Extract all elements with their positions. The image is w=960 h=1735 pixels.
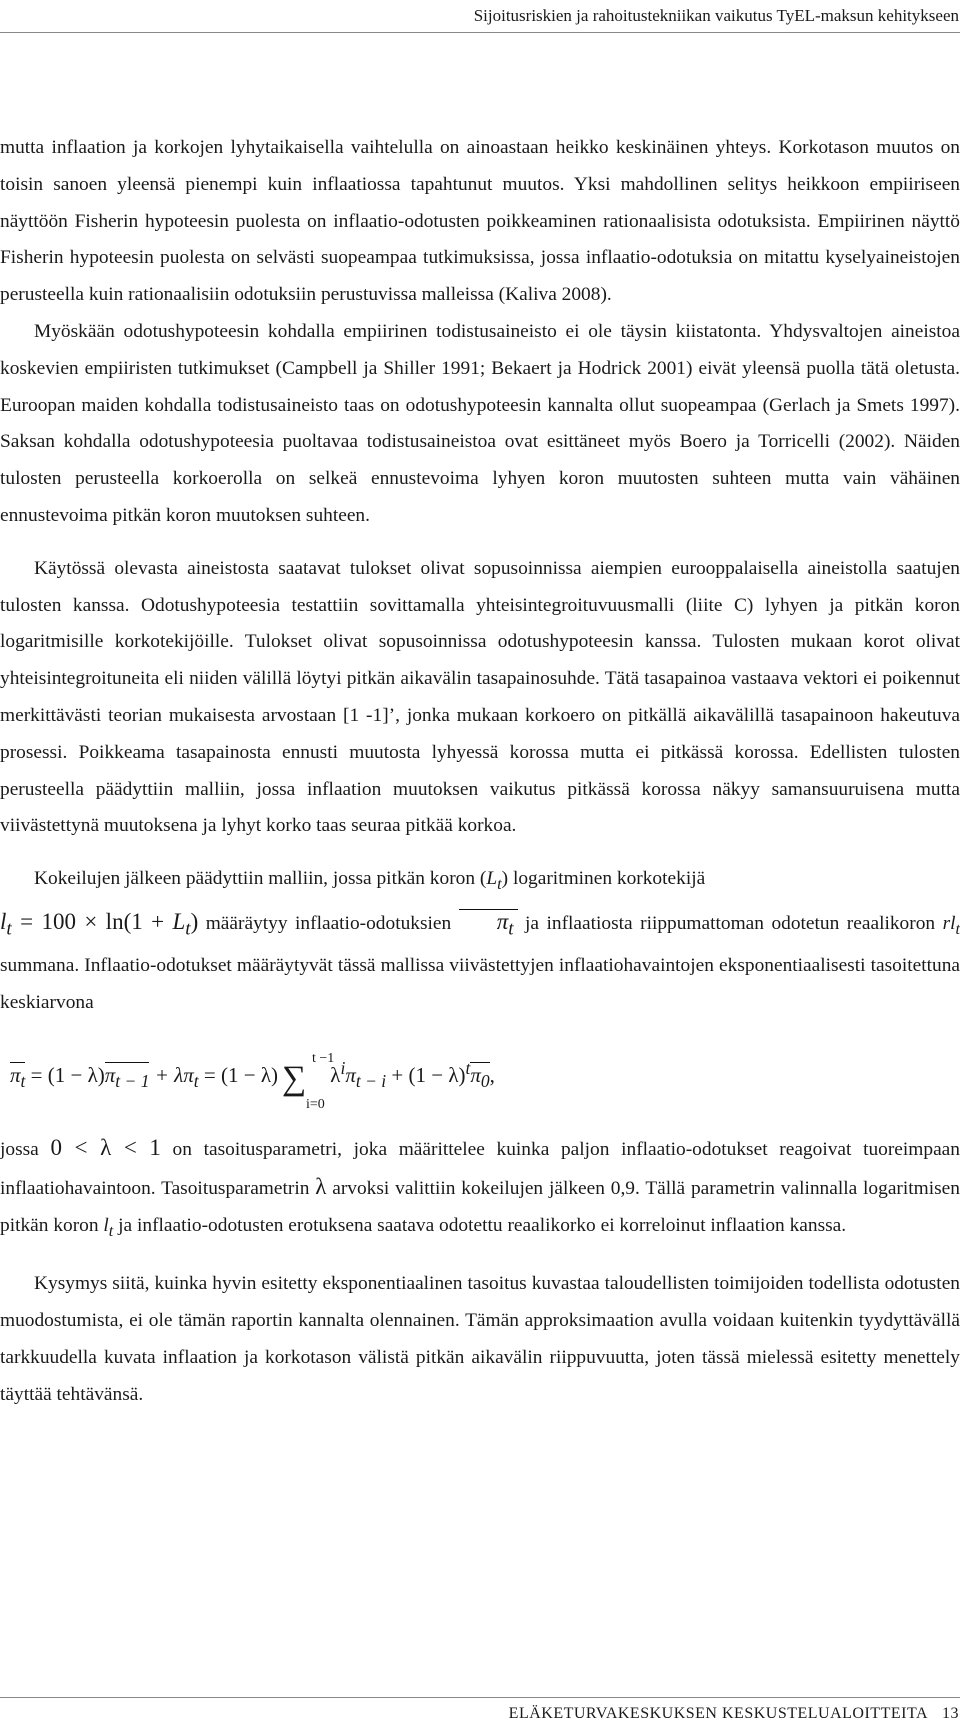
eq-pi-lag (104, 1062, 150, 1092)
display-equation-line (10, 1050, 495, 1113)
eq-pi-zero (470, 1062, 490, 1092)
lambda-range: 0 < λ < 1 (50, 1135, 161, 1161)
paragraph-4-part2: ) logaritminen korkotekijä (501, 868, 706, 890)
math-sub-t: t (6, 918, 12, 940)
paragraph-5-part3: arvoksi valittiin kokeilujen jälkeen 0,9. Tällä parametrin valinnalla logaritmisen pitkän koron (0, 1177, 960, 1236)
paragraph-5-part4: ja inflaatio-odotusten erotuksena saatava odotettu reaalikorko ei korreloinut inflaation kanssa. (113, 1214, 847, 1236)
eq-sup-t: t (465, 1058, 471, 1079)
display-equation (10, 1028, 960, 1113)
math-sub-t: t (508, 918, 514, 940)
paragraph-5-part1: jossa (0, 1139, 51, 1161)
paragraph-6: Kysymys siitä, kuinka hyvin esitetty eksponentiaalinen tasoitus kuvastaa taloudellisten toimijoiden todellista odotusten muodostumista, ei ole tämän raportin kannalta olennainen. Tämän approksimaation avulla voidaan kuitenkin tyydyttävällä tarkkuudella kuvata inflaation ja korkotason välistä pitkän aikavälin riippuvuutta, joten tässä mielessä esitetty menettely täyttää tehtävänsä. (0, 1273, 960, 1405)
equation-rhs: ) (190, 908, 199, 934)
sum-lower-limit: i=0 (306, 1097, 325, 1113)
paragraph-4-part3: määräytyy inflaatio-odotuksien (198, 912, 459, 934)
paragraph-3: Käytössä olevasta aineistosta saatavat tulokset olivat sopusoinnissa aiempien eurooppalaisella aineistolla saatujen tulosten kanssa. Odotushypoteesia testattiin sovittamalla yhteisintegroituvuusmalli (liite C) lyhyen ja pitkän koron logaritmisille korkotekijöille. Tulokset olivat sopusoinnissa odotushypoteesin kanssa. Tulosten mukaan korot olivat yhteisintegroituneita eli niiden välillä löytyi pitkän aikavälin tasapainosuhde. Tätä tasapainoa vastaava vektori ei poikennut merkittävästi teorian mukaisesta arvostaan [1 -1]’, jonka mukaan korkoero on pitkällä aikavälillä tasapainoon hakeutuva prosessi. Poikkeama tasapainosta ennusti muutosta lyhyessä korossa mutta ei pitkässä korossa. Edellisten tulosten perusteella päädyttiin malliin, jossa inflaation muutoksen vaikutus pitkässä korossa näkyy samansuuruisena mutta viivästettynä muutoksena ja lyhyt korko taas seuraa pitkää korkoa. (0, 557, 960, 837)
eq-comma: , (489, 1063, 495, 1088)
footer-publisher: ELÄKETURVAKESKUKSEN KESKUSTELUALOITTEITA (508, 1705, 928, 1722)
math-pi: π (496, 908, 509, 934)
math-l: l (103, 1214, 109, 1236)
summation (278, 1051, 335, 1113)
math-L: L (172, 908, 186, 934)
eq-pi-sub: π (345, 1063, 356, 1088)
inflation-expectation-symbol (459, 909, 518, 939)
math-rl: rl (942, 912, 956, 934)
running-header: Sijoitusriskien ja rahoitustekniikan vaikutus TyEL-maksun kehitykseen (473, 6, 959, 25)
eq-plus-lambda-pi: + λπ (149, 1063, 194, 1088)
paragraph-4 (0, 861, 960, 1022)
eq-part-1: = (1 − λ) (25, 1063, 105, 1088)
math-L: L (486, 868, 498, 890)
footer-rule (0, 1697, 960, 1698)
sigma-symbol: ∑ (282, 1060, 307, 1098)
paragraph-2: Myöskään odotushypoteesin kohdalla empiirinen todistusaineisto ei ole täysin kiistatonta. Yhdysvaltojen aineistoa koskevien empiiristen tutkimukset (Campbell ja Shiller 1991; Bekaert ja Hodrick 2001) eivät yleensä puolla tätä oletusta. Euroopan maiden kohdalla todistusaineisto taas on odotushypoteesin kannalta ollut suopeampaa (Gerlach ja Smets 1997). Saksan kohdalla odotushypoteesia puoltavaa todistusaineistoa ovat esittäneet myös Boero ja Torricelli (2002). Näiden tulosten perusteella korkoerolla on selkeä ennustevoima lyhyen koron muutosten suhteen mutta vain vähäinen ennustevoima pitkän koron muutoksen suhteen. (0, 320, 960, 526)
paragraph-4-part5: summana. Inflaatio-odotukset määräytyvät tässä mallissa viivästettyjen inflaatiohavaintojen eksponentiaalisesti tasoitettuna keskiarvona (0, 955, 960, 1014)
math-sub-zero: 0 (480, 1071, 490, 1092)
paragraph-4-part1: Kokeilujen jälkeen päädyttiin malliin, jossa pitkän koron ( (34, 868, 487, 890)
math-sub-t-minus-1: t − 1 (115, 1071, 150, 1092)
math-sub-t: t (193, 1071, 199, 1092)
eq-sup-i: i (340, 1058, 346, 1079)
eq-plus-term: + (1 − λ) (386, 1063, 466, 1088)
math-pi: π (10, 1063, 21, 1088)
math-sub-t: t (955, 920, 960, 938)
paragraph-1: mutta inflaation ja korkojen lyhytaikaisella vaihtelulla on ainoastaan heikko keskinäinen yhteys. Korkotason muutos on toisin sanoen yleensä pienempi kuin inflaatiossa tapahtunut muutos. Yksi mahdollinen selitys heikkoon empiiriseen näyttöön Fisherin hypoteesin puolesta on inflaatio-odotusten poikkeaminen rationaalisista odotuksista. Empiirinen näyttö Fisherin hypoteesin puolesta on selvästi suopeampaa tutkimuksissa, jossa inflaatio-odotuksia on mitattu kyselyaineistojen perusteella kuin rationaalisiin odotuksiin perustuvissa malleissa (Kaliva 2008). (0, 137, 960, 306)
sum-upper-limit: t −1 (312, 1051, 335, 1067)
long-rate-equation (0, 908, 199, 940)
equation-lhs: = 100 × ln(1 + (11, 908, 173, 934)
paragraph-5-part2: on tasoitusparametri, joka määrittelee kuinka paljon inflaatio-odotukset reagoivat tuoreimpaan inflaatiohavaintoon. Tasoitusparametrin (0, 1139, 960, 1199)
page-number: 13 (942, 1705, 959, 1722)
eq-sub-t-minus-i: t − i (355, 1071, 387, 1092)
math-pi: π (470, 1063, 481, 1088)
paragraph-5 (0, 1130, 960, 1250)
running-footer (509, 1705, 959, 1723)
eq-part-2: = (1 − λ) (198, 1063, 278, 1088)
eq-lhs-pi (10, 1062, 26, 1092)
math-sub-t: t (497, 876, 502, 894)
eq-lambda: λ (330, 1063, 341, 1088)
math-sub-t: t (108, 1222, 114, 1240)
math-sub-t: t (185, 918, 191, 940)
math-l: l (0, 908, 7, 934)
math-pi: π (104, 1063, 116, 1088)
body-text (0, 130, 960, 1414)
header-rule (0, 32, 960, 33)
paragraph-4-part4: ja inflaatiosta riippumattoman odotetun reaalikoron (517, 912, 943, 934)
math-sub-t: t (20, 1071, 26, 1092)
lambda-symbol: λ (315, 1173, 327, 1199)
